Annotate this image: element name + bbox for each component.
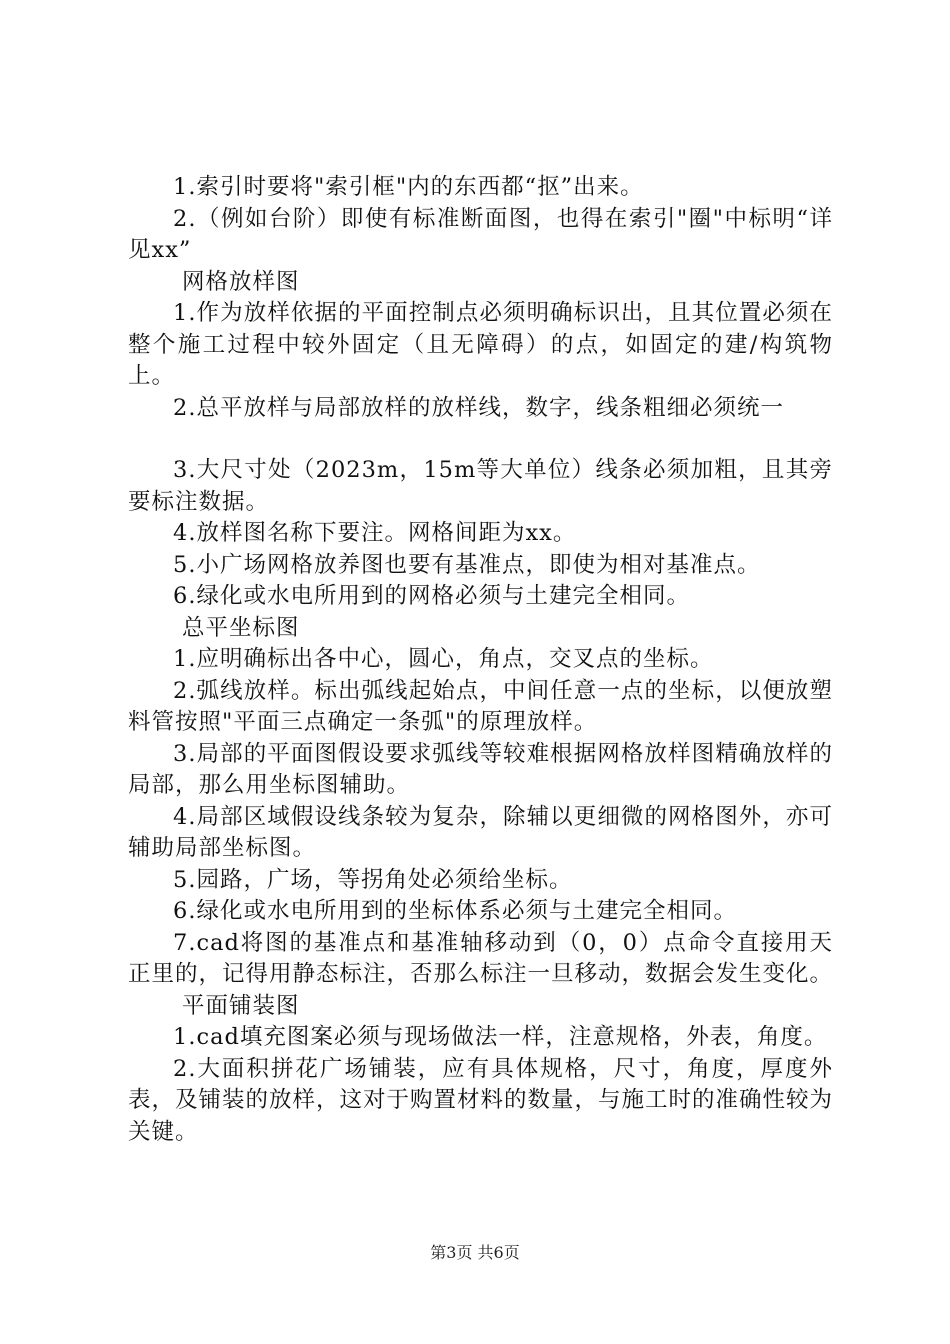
paragraph: 5.小广场网格放养图也要有基准点，即使为相对基准点。	[173, 551, 761, 578]
section-heading: 平面铺装图	[182, 992, 300, 1019]
paragraph: 1.应明确标出各中心，圆心，角点，交叉点的坐标。	[173, 646, 714, 672]
blank-line	[128, 424, 833, 455]
page-number-footer: 第3页 共6页	[430, 1243, 520, 1262]
paragraph: 2.总平放样与局部放样的放样线，数字，线条粗细必须统一	[173, 394, 784, 421]
paragraph: 4.局部区域假设线条较为复杂，除辅以更细微的网格图外，亦可辅助局部坐标图。	[128, 803, 833, 861]
paragraph: 2.弧线放样。标出弧线起始点，中间任意一点的坐标，以便放塑料管按照"平面三点确定一条弧"的原理放样。	[128, 677, 833, 735]
paragraph: 2.大面积拼花广场铺装，应有具体规格，尺寸，角度，厚度外表，及铺装的放样，这对于购置材料的数量，与施工时的准确性较为关键。	[128, 1055, 834, 1145]
paragraph: 7.cad将图的基准点和基准轴移动到（0，0）点命令直接用天正里的，记得用静态标注，否那么标注一旦移动，数据会发生变化。	[128, 929, 834, 987]
section-heading: 总平坐标图	[182, 614, 300, 641]
section-heading: 网格放样图	[182, 268, 300, 295]
paragraph: 6.绿化或水电所用到的网格必须与土建完全相同。	[173, 583, 690, 609]
paragraph: 1.索引时要将"索引框"内的东西都“抠”出来。	[173, 174, 644, 200]
paragraph: 3.局部的平面图假设要求弧线等较难根据网格放样图精确放样的局部，那么用坐标图辅助。	[128, 740, 833, 798]
paragraph: 5.园路，广场，等拐角处必须给坐标。	[173, 866, 573, 893]
paragraph: 3.大尺寸处（2023m，15m等大单位）线条必须加粗，且其旁要标注数据。	[128, 457, 833, 515]
document-body	[128, 172, 833, 1148]
paragraph: 1.cad填充图案必须与现场做法一样，注意规格，外表，角度。	[173, 1024, 828, 1050]
paragraph: 4.放样图名称下要注。网格间距为xx。	[173, 520, 577, 546]
paragraph: 2.（例如台阶）即使有标准断面图，也得在索引"圈"中标明“详见xx”	[128, 205, 833, 263]
paragraph: 1.作为放样依据的平面控制点必须明确标识出，且其位置必须在整个施工过程中较外固定（且无障碍）的点，如固定的建/构筑物上。	[128, 300, 833, 389]
paragraph: 6.绿化或水电所用到的坐标体系必须与土建完全相同。	[173, 898, 737, 924]
